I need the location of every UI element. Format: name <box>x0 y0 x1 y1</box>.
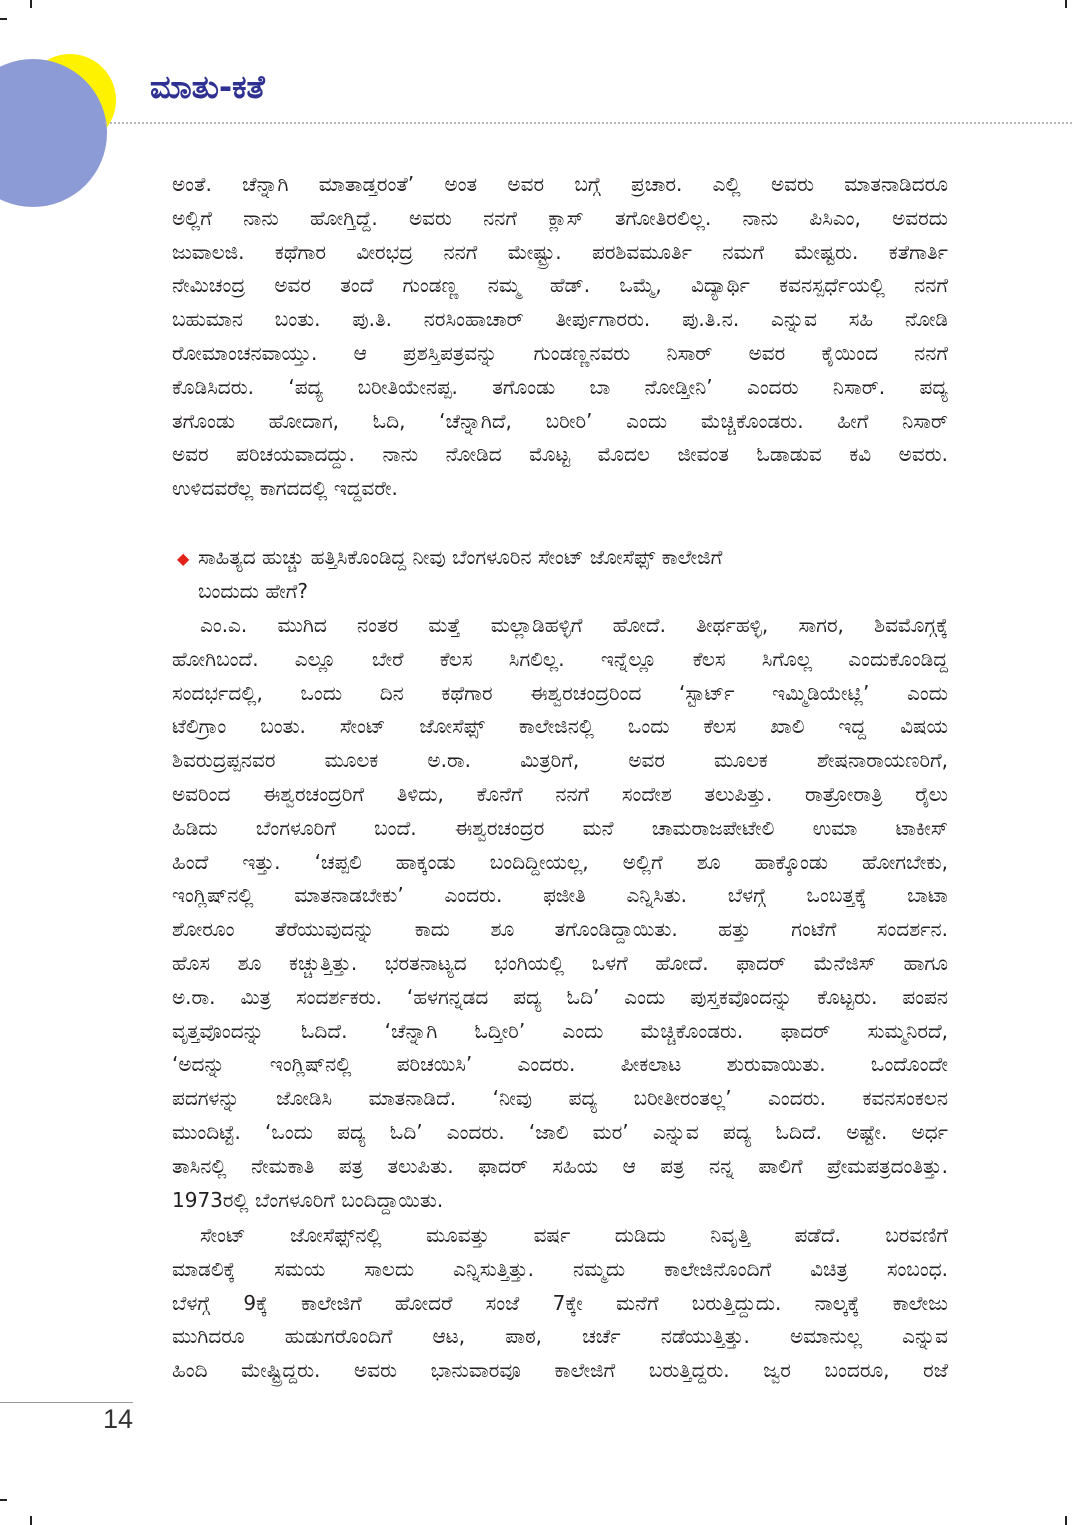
text-line: ತಗೊಂಡು ಹೋದಾಗ, ಓದಿ, ‘ಚೆನ್ನಾಗಿದೆ, ಬರೀರಿ’ ಎಂದು ಮೆಚ್ಚಿಕೊಂಡರು. ಹೀಗೆ ನಿಸಾರ್ <box>172 408 948 433</box>
paragraph-1 <box>172 168 948 506</box>
text-line: ಮುಗಿದರೂ ಹುಡುಗರೊಂದಿಗೆ ಆಟ, ಪಾಠ, ಚರ್ಚೆ ನಡೆಯುತ್ತಿತ್ತು. ಅಮಾನುಲ್ಲ ಎನ್ನುವ <box>172 1324 948 1349</box>
dotted-divider <box>105 122 1072 124</box>
text-line: ‘ಅದನ್ನು ಇಂಗ್ಲಿಷ್‌ನಲ್ಲಿ ಪರಿಚಯಿಸಿ’ ಎಂದರು. ಪೀಕಲಾಟ ಶುರುವಾಯಿತು. ಒಂದೊಂದೇ <box>172 1052 948 1077</box>
text-line: ಅವರಿಂದ ಈಶ್ವರಚಂದ್ರರಿಗೆ ತಿಳಿದು, ಕೊನೆಗೆ ನನಗೆ ಸಂದೇಶ ತಲುಪಿತ್ತು. ರಾತ್ರೋರಾತ್ರಿ ರೈಲು <box>172 781 948 806</box>
text-line: ಹಿಂದೆ ಇತ್ತು. ‘ಚಪ್ಪಲಿ ಹಾಕ್ಕಂಡು ಬಂದಿದ್ದೀಯಲ್ಲ, ಅಲ್ಲಿಗೆ ಶೂ ಹಾಕ್ಕೊಂಡು ಹೋಗಬೇಕು, <box>172 849 948 874</box>
text-line: ಬಹುಮಾನ ಬಂತು. ಪು.ತಿ. ನರಸಿಂಹಾಚಾರ್ ತೀರ್ಪುಗಾರರು. ಪು.ತಿ.ನ. ಎನ್ನುವ ಸಹಿ ನೋಡಿ <box>172 307 948 332</box>
text-line: ವೃತ್ತವೊಂದನ್ನು ಓದಿದೆ. ‘ಚೆನ್ನಾಗಿ ಓದ್ತೀರಿ’ ಎಂದು ಮೆಚ್ಚಿಕೊಂಡರು. ಫಾದರ್ ಸುಮ್ಮನಿರದೆ, <box>172 1018 948 1043</box>
text-line: ಉಳಿದವರೆಲ್ಲ ಕಾಗದದಲ್ಲಿ ಇದ್ದವರೇ. <box>172 476 398 501</box>
crop-mark <box>1065 0 1067 8</box>
text-line: ತಾಸಿನಲ್ಲಿ ನೇಮಕಾತಿ ಪತ್ರ ತಲುಪಿತು. ಫಾದರ್ ಸಹಿಯ ಆ ಪತ್ರ ನನ್ನ ಪಾಲಿಗೆ ಪ್ರೇಮಪತ್ರದಂತಿತ್ತು. <box>172 1153 948 1178</box>
text-line: ಶಿವರುದ್ರಪ್ಪನವರ ಮೂಲಕ ಅ.ರಾ. ಮಿತ್ರರಿಗೆ, ಅವರ ಮೂಲಕ ಶೇಷನಾರಾಯಣರಿಗೆ, <box>172 748 948 773</box>
text-line: ಸೇಂಟ್ ಜೋಸೆಫ್ಸ್‌ನಲ್ಲಿ ಮೂವತ್ತು ವರ್ಷ ದುಡಿದು ನಿವೃತ್ತಿ ಪಡೆದೆ. ಬರವಣಿಗೆ <box>200 1223 948 1247</box>
interview-question <box>177 541 948 609</box>
paragraph-2 <box>172 609 948 1217</box>
text-line: ಶೋರೂಂ ತೆರೆಯುವುದನ್ನು ಕಾದು ಶೂ ತಗೊಂಡಿದ್ದಾಯಿತು. ಹತ್ತು ಗಂಟೆಗೆ ಸಂದರ್ಶನ. <box>172 917 948 942</box>
text-line: ಅಂತೆ. ಚೆನ್ನಾಗಿ ಮಾತಾಡ್ತರಂತೆ’ ಅಂತ ಅವರ ಬಗ್ಗೆ ಪ್ರಚಾರ. ಎಲ್ಲಿ ಅವರು ಮಾತನಾಡಿದರೂ <box>172 172 948 196</box>
question-text: ಸಾಹಿತ್ಯದ ಹುಚ್ಚು ಹತ್ತಿಸಿಕೊಂಡಿದ್ದ ನೀವು ಬೆಂಗಳೂರಿನ ಸೇಂಟ್ ಜೋಸೆಫ್ಸ್ ಕಾಲೇಜಿಗೆ <box>198 545 723 569</box>
text-line: ಮುಂದಿಟ್ಟೆ. ‘ಒಂದು ಪದ್ಯ ಓದಿ’ ಎಂದರು. ‘ಜಾಲಿ ಮರ’ ಎನ್ನುವ ಪದ್ಯ ಓದಿದೆ. ಅಷ್ಟೇ. ಅರ್ಧ <box>172 1119 948 1144</box>
question-line: ಬಂದುದು ಹೇಗೆ? <box>198 578 308 603</box>
text-line: ಮಾಡಲಿಕ್ಕೆ ಸಮಯ ಸಾಲದು ಎನ್ನಿಸುತ್ತಿತ್ತು. ನಮ್ಮದು ಕಾಲೇಜಿನೊಂದಿಗೆ ವಿಚಿತ್ರ ಸಂಬಂಧ. <box>172 1256 948 1281</box>
text-line: ಬೆಳಗ್ಗೆ 9ಕ್ಕೆ ಕಾಲೇಜಿಗೆ ಹೋದರೆ ಸಂಜೆ 7ಕ್ಕೇ ಮನೆಗೆ ಬರುತ್ತಿದ್ದುದು. ನಾಲ್ಕಕ್ಕೆ ಕಾಲೇಜು <box>172 1290 948 1315</box>
text-line: ಹಿಂದಿ ಮೇಷ್ಟ್ರಿದ್ದರು. ಅವರು ಭಾನುವಾರವೂ ಕಾಲೇಜಿಗೆ ಬರುತ್ತಿದ್ದರು. ಜ್ವರ ಬಂದರೂ, ರಜೆ <box>172 1358 948 1383</box>
crop-mark <box>0 18 7 20</box>
text-line: ನೇಮಿಚಂದ್ರ ಅವರ ತಂದೆ ಗುಂಡಣ್ಣ ನಮ್ಮ ಹೆಡ್. ಒಮ್ಮೆ, ವಿದ್ಯಾರ್ಥಿ ಕವನಸ್ಪರ್ಧೆಯಲ್ಲಿ ನನಗೆ <box>172 273 948 298</box>
page-number-rule <box>0 1402 133 1403</box>
paragraph-3 <box>172 1219 948 1388</box>
crop-mark <box>1065 1516 1067 1525</box>
text-line: ಟೆಲಿಗ್ರಾಂ ಬಂತು. ಸೇಂಟ್ ಜೋಸೆಫ್ಸ್ ಕಾಲೇಜಿನಲ್ಲಿ ಒಂದು ಕೆಲಸ ಖಾಲಿ ಇದ್ದ ವಿಷಯ <box>172 714 948 739</box>
diamond-bullet-icon: ◆ <box>177 549 190 568</box>
text-line: ಅಲ್ಲಿಗೆ ನಾನು ಹೋಗ್ತಿದ್ದೆ. ಅವರು ನನಗೆ ಕ್ಲಾಸ್ ತಗೋತಿರಲಿಲ್ಲ. ನಾನು ಪಿಸಿಎಂ, ಅವರದು <box>172 205 948 230</box>
text-line: ಅ.ರಾ. ಮಿತ್ರ ಸಂದರ್ಶಕರು. ‘ಹಳಗನ್ನಡದ ಪದ್ಯ ಓದಿ’ ಎಂದು ಪುಸ್ತಕವೊಂದನ್ನು ಕೊಟ್ಟರು. ಪಂಪನ <box>172 984 948 1009</box>
crop-mark <box>0 1499 7 1501</box>
section-title: ಮಾತು-ಕತೆ <box>150 68 265 106</box>
text-line: ಹಿಡಿದು ಬೆಂಗಳೂರಿಗೆ ಬಂದೆ. ಈಶ್ವರಚಂದ್ರರ ಮನೆ ಚಾಮರಾಜಪೇಟೇಲಿ ಉಮಾ ಟಾಕೀಸ್ <box>172 815 948 840</box>
page-number: 14 <box>102 1404 133 1434</box>
text-line: 1973ರಲ್ಲಿ ಬೆಂಗಳೂರಿಗೆ ಬಂದಿದ್ದಾಯಿತು. <box>172 1187 444 1212</box>
text-line: ಹೊಸ ಶೂ ಕಚ್ಚುತ್ತಿತ್ತು. ಭರತನಾಟ್ಯದ ಭಂಗಿಯಲ್ಲಿ ಒಳಗೆ ಹೋದೆ. ಫಾದರ್ ಮೆನೆಜಿಸ್ ಹಾಗೂ <box>172 950 948 975</box>
text-line: ಹೋಗಿಬಂದೆ. ಎಲ್ಲೂ ಬೇರೆ ಕೆಲಸ ಸಿಗಲಿಲ್ಲ. ಇನ್ನೆಲ್ಲೂ ಕೆಲಸ ಸಿಗೊಲ್ಲ ಎಂದುಕೊಂಡಿದ್ದ <box>172 646 948 671</box>
text-line: ಜುವಾಲಜಿ. ಕಥೆಗಾರ ವೀರಭದ್ರ ನನಗೆ ಮೇಷ್ಟ್ರು. ಪರಶಿವಮೂರ್ತಿ ನಮಗೆ ಮೇಷ್ಟರು. ಕತೆಗಾರ್ತಿ <box>172 239 948 264</box>
text-line: ಎಂ.ಎ. ಮುಗಿದ ನಂತರ ಮತ್ತೆ ಮಲ್ಲಾಡಿಹಳ್ಳಿಗೆ ಹೋದೆ. ತೀರ್ಥಹಳ್ಳಿ, ಸಾಗರ, ಶಿವಮೊಗ್ಗಕ್ಕೆ <box>200 613 948 637</box>
crop-mark <box>30 1516 32 1525</box>
text-line: ಇಂಗ್ಲಿಷ್‌ನಲ್ಲಿ ಮಾತನಾಡಬೇಕು’ ಎಂದರು. ಫಜೀತಿ ಎನ್ನಿಸಿತು. ಬೆಳಗ್ಗೆ ಒಂಬತ್ತಕ್ಕೆ ಬಾಟಾ <box>172 883 948 908</box>
text-line: ಪದಗಳನ್ನು ಜೋಡಿಸಿ ಮಾತನಾಡಿದೆ. ‘ನೀವು ಪದ್ಯ ಬರೀತೀರಂತಲ್ಲ’ ಎಂದರು. ಕವನಸಂಕಲನ <box>172 1086 948 1111</box>
crop-mark <box>30 0 32 8</box>
question-line <box>177 541 948 575</box>
text-line: ಸಂದರ್ಭದಲ್ಲಿ, ಒಂದು ದಿನ ಕಥೆಗಾರ ಈಶ್ವರಚಂದ್ರರಿಂದ ‘ಸ್ಟಾರ್ಟ್ ಇಮ್ಮಿಡಿಯೇಟ್ಲಿ’ ಎಂದು <box>172 680 948 705</box>
text-line: ಅವರ ಪರಿಚಯವಾದದ್ದು. ನಾನು ನೋಡಿದ ಮೊಟ್ಟ ಮೊದಲ ಜೀವಂತ ಓಡಾಡುವ ಕವಿ ಅವರು. <box>172 442 948 467</box>
text-line: ಕೊಡಿಸಿದರು. ‘ಪದ್ಯ ಬರೀತಿಯೇನಪ್ಪ. ತಗೊಂಡು ಬಾ ನೋಡ್ತೀನಿ’ ಎಂದರು ನಿಸಾರ್. ಪದ್ಯ <box>172 374 948 399</box>
text-line: ರೋಮಾಂಚನವಾಯ್ತು. ಆ ಪ್ರಶಸ್ತಿಪತ್ರವನ್ನು ಗುಂಡಣ್ಣನವರು ನಿಸಾರ್ ಅವರ ಕೈಯಿಂದ ನನಗೆ <box>172 340 948 365</box>
